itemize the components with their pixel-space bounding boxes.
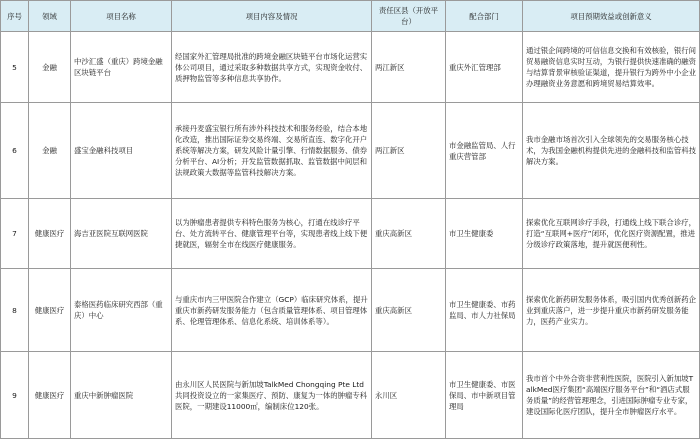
cell-dept: 市卫生健康委、市药监局、市人力社保局	[446, 269, 523, 352]
header-district: 责任区县（开放平台）	[372, 1, 446, 32]
cell-content: 承接丹麦盛宝银行所有涉外科技技术和服务经验，结合本地化改造，推出国际证券交易终端、交易所直连、数字化开户系统等解决方案，研发风险计量引擎、行情数据服务、债券分析平台、AI分析；开发监管数据抓取、监管数据中间层和法规政策大数据等监管科技解决方案。	[172, 103, 372, 199]
cell-no: 5	[1, 32, 29, 103]
cell-district: 重庆高新区	[372, 199, 446, 269]
cell-dept: 重庆外汇管理部	[446, 32, 523, 103]
header-field: 领域	[29, 1, 71, 32]
cell-benefit: 我市首个中外合资非营利性医院，医院引入新加坡TalkMed医疗集团“高端医疗服务平台”和“酒店式服务质量”的经营管理理念，引进国际肿瘤专业专家，建设国际化医疗团队，提升全市肿瘤医疗水平。	[523, 352, 700, 439]
cell-content: 经国家外汇管理局批准的跨境金融区块链平台市场化运营实体公司项目，通过采取多种数据共享方式，实现资金收付、质押物监管等多种信息共享协作。	[172, 32, 372, 103]
cell-district: 两江新区	[372, 32, 446, 103]
cell-district: 重庆高新区	[372, 269, 446, 352]
table-row	[1, 32, 700, 103]
header-name: 项目名称	[71, 1, 172, 32]
cell-no: 7	[1, 199, 29, 269]
header-content: 项目内容及情况	[172, 1, 372, 32]
cell-name: 重庆中新肿瘤医院	[71, 352, 172, 439]
cell-district: 永川区	[372, 352, 446, 439]
cell-name: 盛宝金融科技项目	[71, 103, 172, 199]
cell-benefit: 探索优化新药研发服务体系，吸引国内优秀创新药企业到重庆落户，进一步提升重庆市新药研发服务能力，医药产业实力。	[523, 269, 700, 352]
cell-field: 金融	[29, 103, 71, 199]
table-row	[1, 199, 700, 269]
header-row	[1, 1, 700, 32]
cell-name: 泰格医药临床研究西部（重庆）中心	[71, 269, 172, 352]
cell-field: 健康医疗	[29, 352, 71, 439]
cell-content: 与重庆市内三甲医院合作建立（GCP）临床研究体系，提升重庆市新药研发服务能力（包含质量管理体系、项目管理体系、伦理管理体系、信息化系统、培训体系等）。	[172, 269, 372, 352]
cell-content: 以为肿瘤患者提供专科特色服务为核心，打通在线诊疗平台、处方流转平台、健康管理平台等，实现患者线上线下便捷就医，辐射全市在线医疗健康服务。	[172, 199, 372, 269]
table-row	[1, 269, 700, 352]
header-no: 序号	[1, 1, 29, 32]
cell-dept: 市卫生健康委、市医保局、市中新项目管理局	[446, 352, 523, 439]
cell-benefit: 通过银企间跨境的可信信息交换和有效核验，银行间贸易融资信息实时互动，为银行提供快速准确的融资与结算背景审核验证渠道，提升银行为跨外中小企业办理融资业务意愿和跨境贸易结算效率。	[523, 32, 700, 103]
cell-dept: 市金融监管局、人行重庆营管部	[446, 103, 523, 199]
cell-dept: 市卫生健康委	[446, 199, 523, 269]
cell-district: 两江新区	[372, 103, 446, 199]
cell-no: 9	[1, 352, 29, 439]
header-dept: 配合部门	[446, 1, 523, 32]
cell-content: 由永川区人民医院与新加坡TalkMed Chongqing Pte Ltd共同投资设立的一家集医疗、预防、康复为一体的肿瘤专科医院，一期建设11000㎡，编制床位120张。	[172, 352, 372, 439]
cell-field: 金融	[29, 32, 71, 103]
cell-benefit: 我市金融市场首次引入全球领先的交易服务核心技术，为我国金融机构提供先进的金融科技和监管科技解决方案。	[523, 103, 700, 199]
cell-field: 健康医疗	[29, 269, 71, 352]
table-row	[1, 103, 700, 199]
cell-field: 健康医疗	[29, 199, 71, 269]
cell-name: 海吉亚医院互联网医院	[71, 199, 172, 269]
cell-no: 8	[1, 269, 29, 352]
cell-no: 6	[1, 103, 29, 199]
table-row	[1, 352, 700, 439]
header-benefit: 项目预期效益或创新意义	[523, 1, 700, 32]
cell-name: 中沙汇盛（重庆）跨境金融区块链平台	[71, 32, 172, 103]
cell-benefit: 探索优化互联网诊疗手段，打通线上线下联合诊疗，打造“互联网+医疗”闭环，优化医疗资源配置，推进分级诊疗政策落地，提升就医便利性。	[523, 199, 700, 269]
